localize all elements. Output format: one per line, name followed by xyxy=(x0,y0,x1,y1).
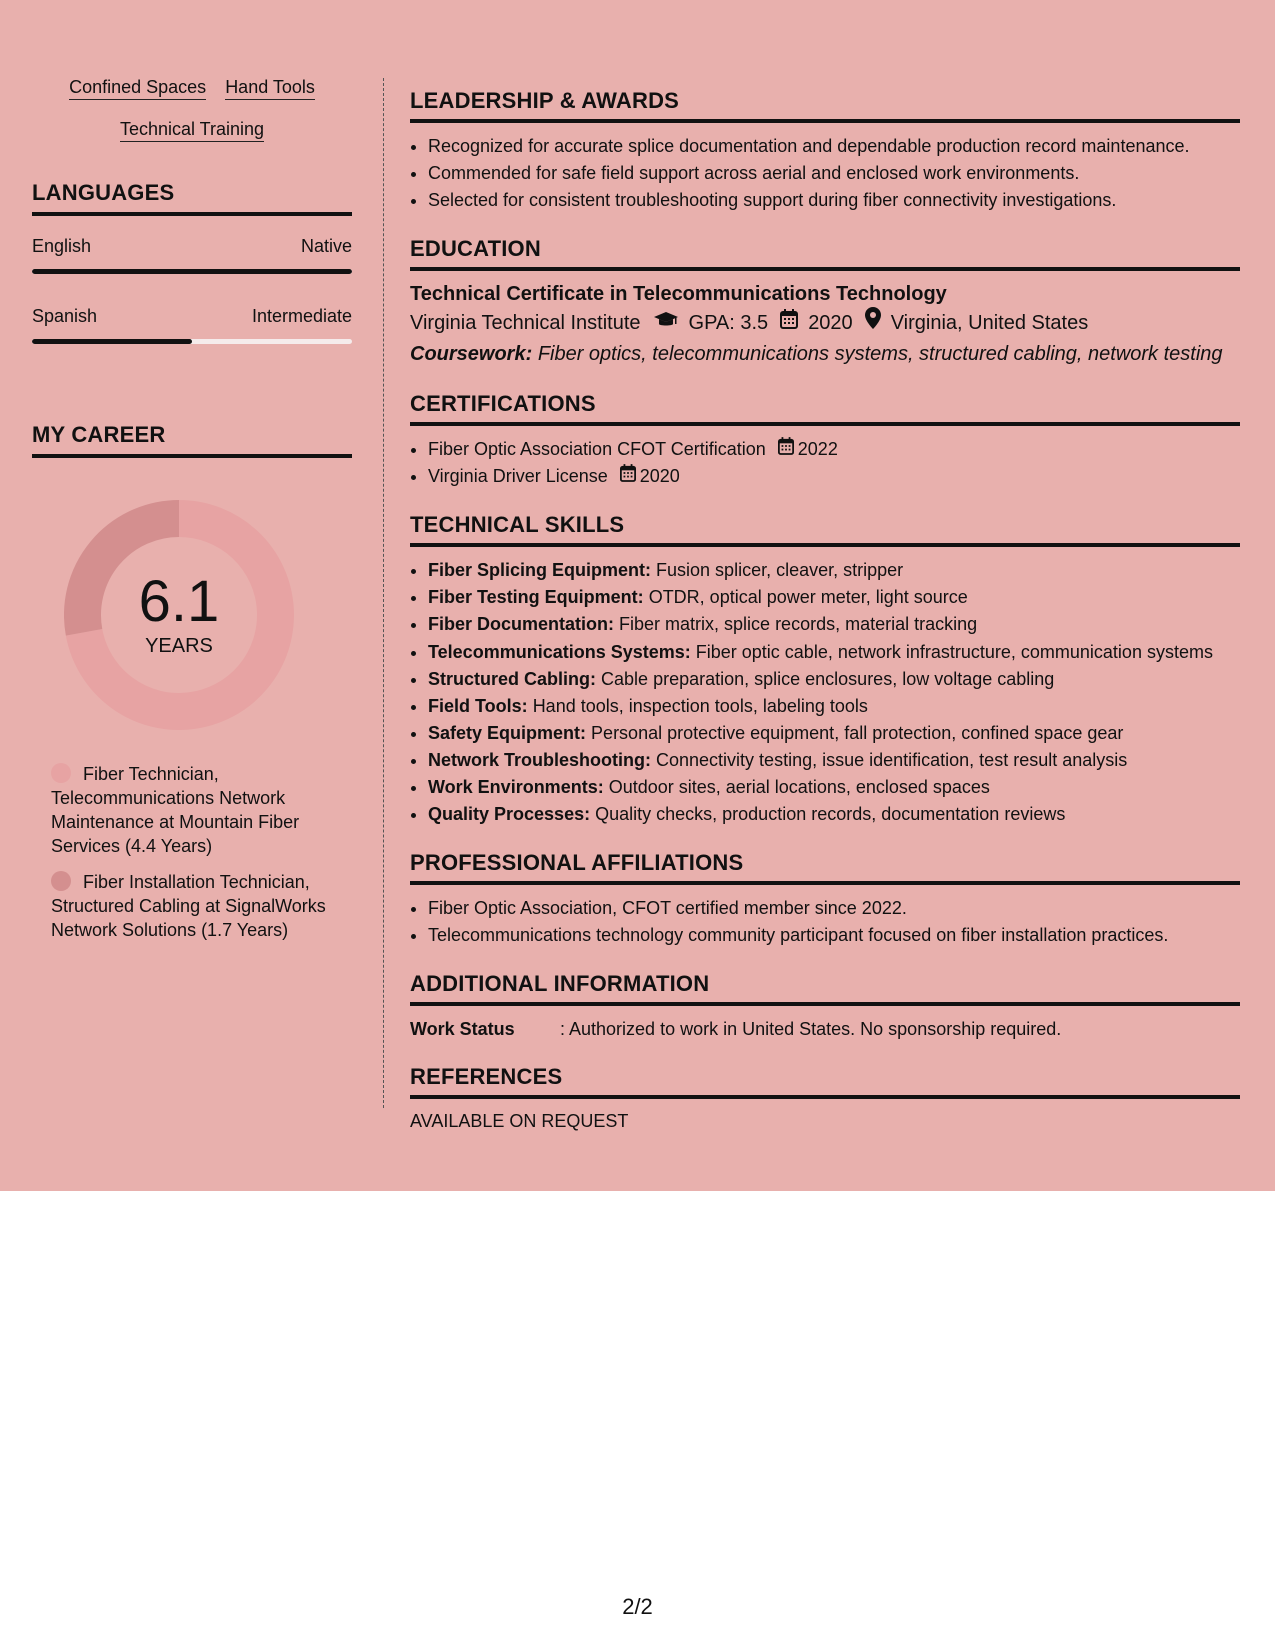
coursework-text: Fiber optics, telecommunications systems, structured cabling, network testing xyxy=(537,343,1223,365)
column-divider xyxy=(383,78,384,1108)
skill-tag-row xyxy=(32,78,352,100)
language-proficiency-fill xyxy=(32,339,192,344)
list-item xyxy=(428,747,1240,774)
career-total xyxy=(64,500,294,730)
legend-dot-icon xyxy=(51,763,71,783)
skill-label: Fiber Splicing Equipment: xyxy=(428,560,652,580)
skill-tag: Confined Spaces xyxy=(69,78,206,100)
career-total-value: 6.1 xyxy=(138,568,220,634)
gpa: GPA: 3.5 xyxy=(688,312,769,334)
work-status-label: Work Status xyxy=(410,1019,515,1039)
location-pin-icon xyxy=(865,307,881,339)
skill-value: Fiber matrix, splice records, material tracking xyxy=(619,614,978,634)
skill-value: Connectivity testing, issue identification, test result analysis xyxy=(656,750,1128,770)
certification-name: • Virginia Driver License xyxy=(428,466,608,486)
language-proficiency-bar xyxy=(32,339,352,344)
section-heading: EDUCATION xyxy=(410,236,1240,271)
language-item xyxy=(32,236,352,274)
language-level: Native xyxy=(300,236,352,256)
calendar-icon xyxy=(780,307,798,339)
section-heading: TECHNICAL SKILLS xyxy=(410,512,1240,547)
career-job-text: Fiber Technician, Telecommunications Network Maintenance at Mountain Fiber Services (4.4 Years) xyxy=(51,764,300,856)
work-status-row xyxy=(410,1016,1240,1042)
education-section xyxy=(410,236,1240,369)
affiliations-section xyxy=(410,850,1240,949)
language-proficiency-fill xyxy=(32,269,352,274)
career-legend-item xyxy=(51,762,331,858)
leadership-section xyxy=(410,88,1240,214)
work-status-value: : Authorized to work in United States. No sponsorship required. xyxy=(560,1019,1062,1039)
list-item: • Commended for safe field support across aerial and enclosed work environments. xyxy=(428,160,1240,187)
skill-value: OTDR, optical power meter, light source xyxy=(648,587,968,607)
skill-label: Telecommunications Systems: xyxy=(428,642,691,662)
education-details xyxy=(410,307,1240,339)
skill-value: Fusion splicer, cleaver, stripper xyxy=(656,560,904,580)
skill-label: Work Environments: xyxy=(428,777,604,797)
list-item: • Recognized for accurate splice documentation and dependable production record maintenance. xyxy=(428,133,1240,160)
page-number: 2/2 xyxy=(622,1594,653,1619)
list-item xyxy=(428,774,1240,801)
skill-tag: Hand Tools xyxy=(225,78,315,100)
certifications-section xyxy=(410,391,1240,490)
calendar-icon xyxy=(620,463,636,490)
skill-value: Cable preparation, splice enclosures, low voltage cabling xyxy=(601,669,1055,689)
skill-label: Quality Processes: xyxy=(428,804,591,824)
list-item xyxy=(428,666,1240,693)
skill-label: Structured Cabling: xyxy=(428,669,597,689)
list-item xyxy=(428,638,1240,666)
list-item xyxy=(428,611,1240,638)
career-total-unit: YEARS xyxy=(145,634,213,657)
list-item xyxy=(428,584,1240,611)
references-text: AVAILABLE ON REQUEST xyxy=(410,1111,629,1131)
skill-tag-row xyxy=(32,120,352,142)
languages-list xyxy=(32,236,352,344)
section-heading: REFERENCES xyxy=(410,1064,1240,1099)
technical-skills-section xyxy=(410,512,1240,828)
skill-label: Safety Equipment: xyxy=(428,723,587,743)
left-column xyxy=(32,78,352,954)
coursework xyxy=(410,339,1240,369)
skill-tags xyxy=(32,78,352,142)
language-proficiency-bar xyxy=(32,269,352,274)
skill-value: Quality checks, production records, documentation reviews xyxy=(595,804,1066,824)
skill-value: Outdoor sites, aerial locations, enclosed spaces xyxy=(608,777,990,797)
right-column xyxy=(410,88,1240,1154)
list-item xyxy=(428,557,1240,584)
legend-dot-icon xyxy=(51,871,71,891)
coursework-label: Coursework: xyxy=(410,343,533,365)
career-heading: MY CAREER xyxy=(32,422,352,458)
skill-label: Network Troubleshooting: xyxy=(428,750,651,770)
skill-label: Field Tools: xyxy=(428,696,528,716)
language-name: English xyxy=(32,236,92,256)
skill-value: Personal protective equipment, fall protection, confined space gear xyxy=(591,723,1124,743)
list-item xyxy=(428,801,1240,828)
section-heading: ADDITIONAL INFORMATION xyxy=(410,971,1240,1006)
language-level: Intermediate xyxy=(251,306,352,326)
list-item xyxy=(428,693,1240,720)
list-item xyxy=(428,720,1240,747)
list-item xyxy=(428,436,1240,463)
technical-skills-list xyxy=(410,557,1240,828)
career-legend xyxy=(32,762,352,942)
language-item xyxy=(32,306,352,344)
list-item: • Selected for consistent troubleshooting support during fiber connectivity investigations. xyxy=(428,187,1240,214)
career-donut-chart xyxy=(64,500,294,730)
school-name: Virginia Technical Institute xyxy=(410,312,641,334)
degree-title: Technical Certificate in Telecommunications Technology xyxy=(410,283,947,305)
calendar-icon xyxy=(778,436,794,463)
skill-label: Fiber Documentation: xyxy=(428,614,615,634)
list-item xyxy=(428,463,1240,490)
language-name: Spanish xyxy=(32,306,98,326)
section-heading: PROFESSIONAL AFFILIATIONS xyxy=(410,850,1240,885)
section-heading: LEADERSHIP & AWARDS xyxy=(410,88,1240,123)
list-item: • Fiber Optic Association, CFOT certified member since 2022. xyxy=(428,895,1240,922)
skill-value: Hand tools, inspection tools, labeling tools xyxy=(532,696,868,716)
skill-value: Fiber optic cable, network infrastructure, communication systems xyxy=(695,642,1213,662)
certification-year: 2022 xyxy=(797,439,838,459)
education-location: Virginia, United States xyxy=(890,312,1089,334)
certification-name: • Fiber Optic Association CFOT Certification xyxy=(428,439,766,459)
career-legend-item xyxy=(51,870,331,942)
skill-label: Fiber Testing Equipment: xyxy=(428,587,644,607)
graduation-year: 2020 xyxy=(808,312,853,334)
list-item: • Telecommunications technology community participant focused on fiber installation practices. xyxy=(428,922,1240,949)
references-section xyxy=(410,1064,1240,1132)
additional-information-section xyxy=(410,971,1240,1042)
career-job-text: Fiber Installation Technician, Structured Cabling at SignalWorks Network Solutions (1.7 Years) xyxy=(51,872,326,940)
languages-heading: LANGUAGES xyxy=(32,180,352,216)
certification-year: 2020 xyxy=(639,466,680,486)
graduation-cap-icon xyxy=(653,307,679,339)
section-heading: CERTIFICATIONS xyxy=(410,391,1240,426)
skill-tag: Technical Training xyxy=(120,120,264,142)
